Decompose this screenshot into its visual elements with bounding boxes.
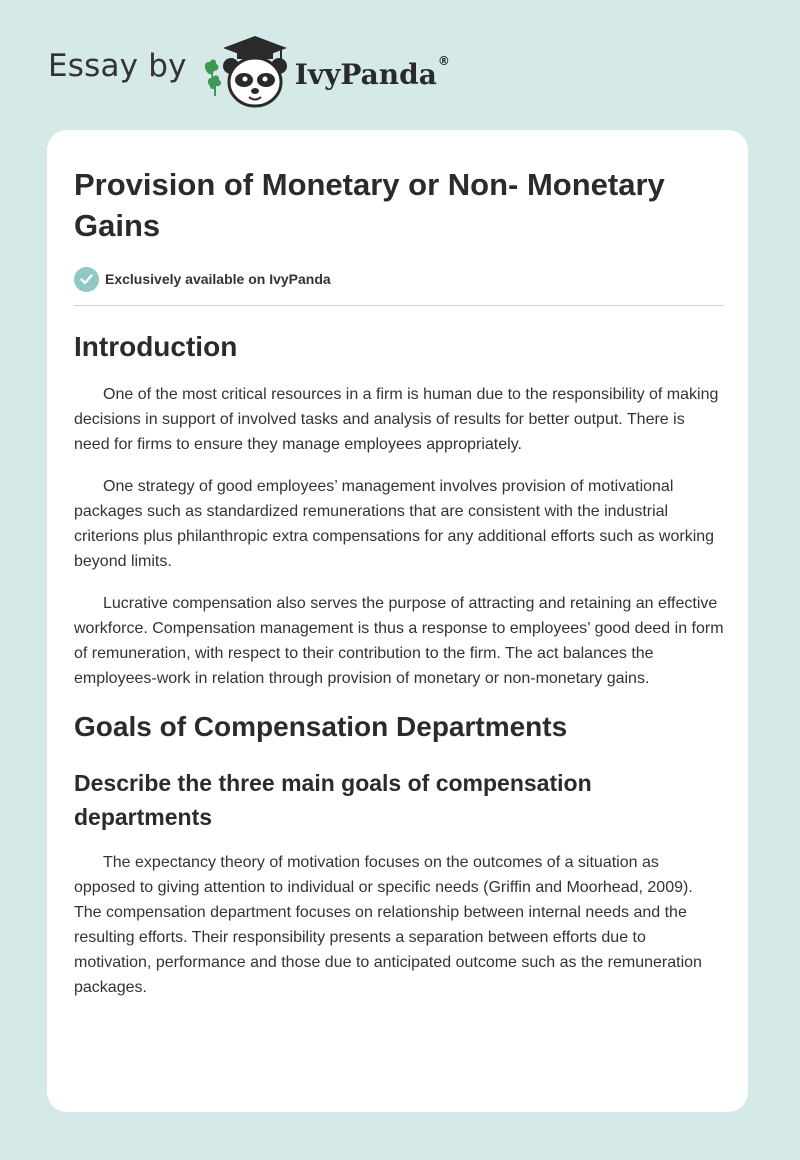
check-icon (74, 267, 99, 292)
paragraph: The expectancy theory of motivation focuses on the outcomes of a situation as opposed to giving attention to individual or specific needs (Griffin and Moorhead, 2009). The compensation department focuses on relationship between internal needs and the resulting efforts. Their responsibility presents a separation between efforts due to motivation, performance and those due to anticipated outcome such as the remuneration packages. (74, 854, 702, 996)
essay-title: Provision of Monetary or Non- Monetary Gains (74, 167, 665, 243)
brand-name: IvyPanda® (294, 53, 450, 91)
ivypanda-logo-link[interactable] (201, 34, 450, 110)
section-heading-introduction: Introduction (74, 331, 238, 362)
divider (74, 305, 724, 306)
paragraph: Lucrative compensation also serves the purpose of attracting and retaining an effective workforce. Compensation management is thus a response to employees’ good deed in form of remuneration, with respect to their contribution to the firm. The act balances the employees-work in relation through provision of monetary or non-monetary gains. (74, 595, 724, 687)
registered-mark: ® (437, 53, 450, 68)
essay-card (47, 130, 748, 1112)
exclusive-label: Exclusively available on IvyPanda (105, 271, 331, 287)
exclusive-notice (74, 266, 724, 292)
section-heading-goals: Goals of Compensation Departments (74, 711, 568, 742)
subsection-heading: Describe the three main goals of compensation departments (74, 770, 592, 830)
essay-by-label: Essay by (48, 48, 187, 84)
paragraph: One of the most critical resources in a firm is human due to the responsibility of making decisions in support of involved tasks and analysis of results for better output. There is need for firms to ensure they manage employees appropriately. (74, 386, 719, 453)
site-header (48, 34, 450, 110)
paragraph: One strategy of good employees’ management involves provision of motivational packages such as standardized remunerations that are consistent with the industrial criterions plus philanthropic extra compensations for any additional efforts such as working beyond limits. (74, 478, 715, 570)
essay-content (74, 164, 724, 1000)
panda-graduate-logo-icon (201, 34, 289, 110)
